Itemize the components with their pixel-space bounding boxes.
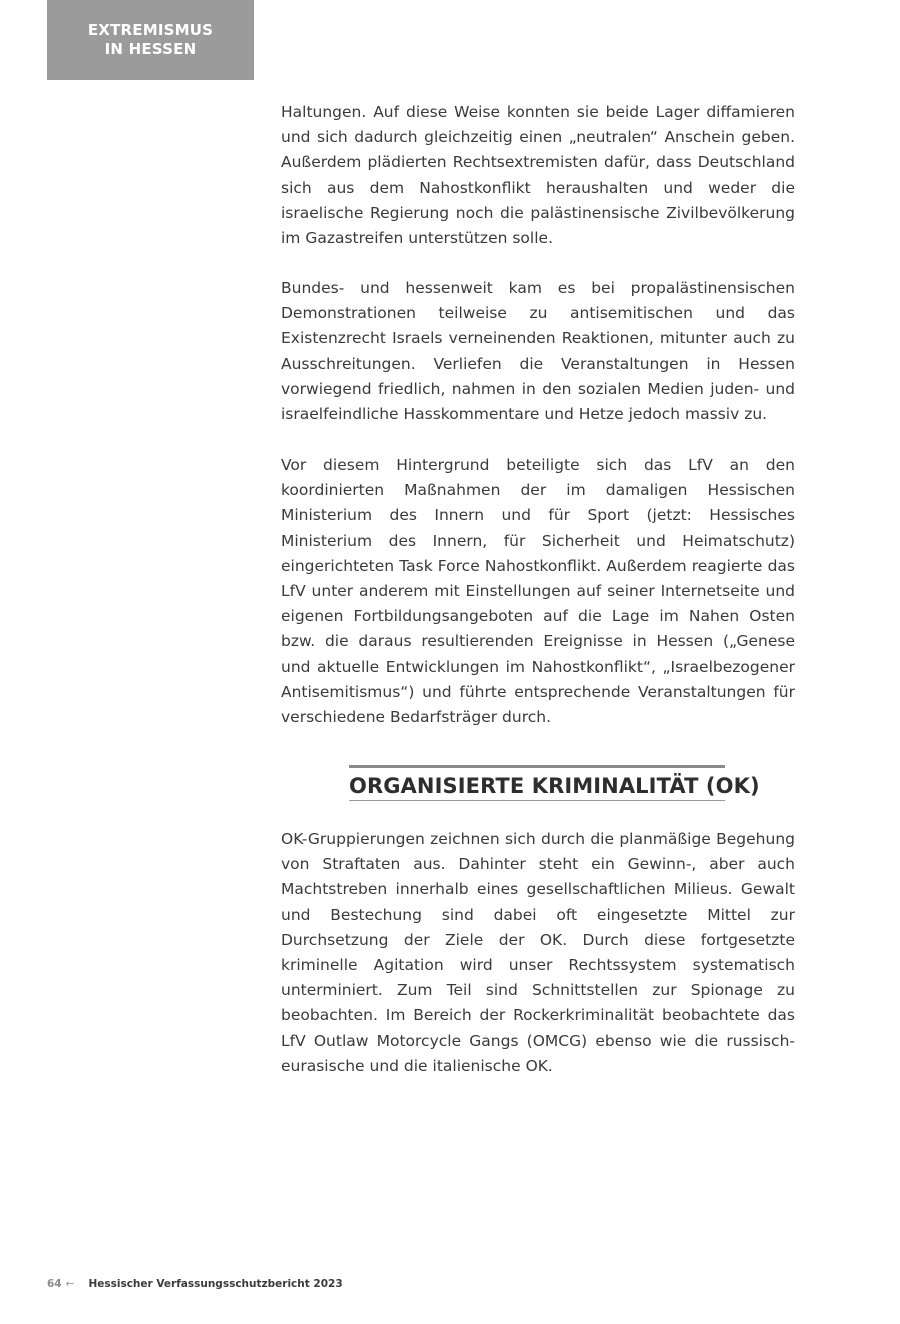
back-arrow-icon[interactable]: ← <box>65 1278 75 1290</box>
page-footer <box>47 1278 343 1290</box>
section-heading-text: ORGANISIERTE KRIMINALITÄT (OK) <box>349 768 725 801</box>
paragraph-4-text: OK-Gruppierungen zeichnen sich durch die planmäßige Begehung von Straftaten aus. Dahinter steht ein Gewinn-, aber auch Machtstreben innerhalb eines gesellschaftlichen Milieus. Gewalt und Bestechung sind dabei oft eingesetzte Mittel zur Durchsetzung der Ziele der OK. Durch diese fortgesetzte kriminelle Agitation wird unser Rechtssystem systematisch unterminiert. Zum Teil sind Schnittstellen zur Spionage zu beobachten. Im Bereich der Rockerkriminalität beobachtete das LfV Outlaw Motorcycle Gangs (OMCG) ebenso wie die russisch-eurasische und die italienische OK. <box>281 830 795 1075</box>
section-heading <box>349 765 760 801</box>
section-tab-line1: EXTREMISMUS <box>87 21 214 39</box>
section-tab <box>47 0 254 80</box>
section-tab-line2: IN HESSEN <box>104 40 197 58</box>
paragraph-4 <box>281 827 795 1079</box>
publication-title: Hessischer Verfassungsschutzbericht 2023 <box>88 1278 343 1290</box>
paragraph-2-text: Bundes- und hessenweit kam es bei propalästinensischen Demonstrationen teilweise zu antisemitischen und das Existenzrecht Israels verneinenden Reaktionen, mitunter auch zu Ausschreitungen. Verliefen die Veranstaltungen in Hessen vorwiegend friedlich, nahmen in den sozialen Medien juden- und israelfeindliche Hasskommentare und Hetze jedoch massiv zu. <box>281 279 795 424</box>
paragraph-1-text: Haltungen. Auf diese Weise konnten sie beide Lager diffamieren und sich dadurch gleichzeitig einen „neutralen“ Anschein geben. Außerdem plädierten Rechtsextremisten dafür, dass Deutschland sich aus dem Nahostkonflikt heraushalten und weder die israelische Regierung noch die palästinensische Zivilbevölkerung im Gazastreifen unterstützen solle. <box>281 103 795 248</box>
paragraph-3-text: Vor diesem Hintergrund beteiligte sich das LfV an den koordinierten Maßnahmen der im damaligen Hessischen Ministerium des Innern und für Sport (jetzt: Hessisches Ministerium des Innern, für Sicherheit und Heimatschutz) eingerichteten Task Force Nahostkonflikt. Außerdem reagierte das LfV unter anderem mit Einstellungen auf seiner Internetseite und eigenen Fortbildungsangeboten auf die Lage im Nahen Osten bzw. die daraus resultierenden Ereignisse in Hessen („Genese und aktuelle Entwicklungen im Nahostkonflikt“, „Israelbezogener Antisemitismus“) und führte entsprechende Veranstaltungen für verschiedene Bedarfsträger durch. <box>281 456 795 727</box>
paragraph-2 <box>281 276 795 427</box>
paragraph-1 <box>281 100 795 251</box>
paragraph-3 <box>281 453 795 730</box>
page-number: 64 <box>47 1278 62 1290</box>
